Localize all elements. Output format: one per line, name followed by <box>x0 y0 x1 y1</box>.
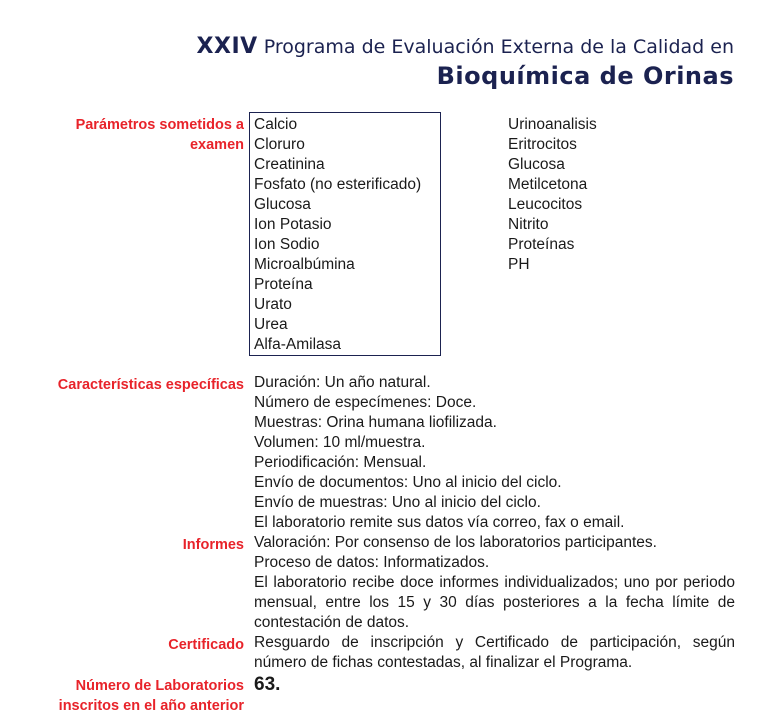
certificate-description: Resguardo de inscripción y Certificado de participación, según número de fichas contestadas, al finalizar el Programa. <box>254 634 735 671</box>
parameter-item: Microalbúmina <box>254 256 355 273</box>
parameter-item: Nitrito <box>508 216 549 233</box>
parameter-item: Fosfato (no esterificado) <box>254 176 422 193</box>
program-edition: XXIV <box>196 34 258 59</box>
label-numero-line1: Número de Laboratorios <box>75 678 244 694</box>
label-numero-line2: inscritos en el año anterior <box>58 698 244 714</box>
characteristic-item: Volumen: 10 ml/muestra. <box>254 434 426 451</box>
parameters-list-serum <box>254 115 421 355</box>
parameter-item: Eritrocitos <box>508 136 577 153</box>
parameter-item: PH <box>508 256 530 273</box>
characteristic-item: Envío de documentos: Uno al inicio del ciclo. <box>254 474 562 491</box>
characteristics-list <box>254 373 735 533</box>
parameter-item: Ion Potasio <box>254 216 332 233</box>
label-caracteristicas: Características específicas <box>57 377 244 393</box>
certificate-text <box>254 633 735 673</box>
parameter-item: Urato <box>254 296 292 313</box>
parameter-item: Ion Sodio <box>254 236 320 253</box>
program-title-text: Programa de Evaluación Externa de la Calidad en <box>263 36 734 58</box>
parameter-item: Creatinina <box>254 156 325 173</box>
reports-proceso: Proceso de datos: Informatizados. <box>254 554 490 571</box>
label-parametros <box>4 115 244 155</box>
parameter-item: Urinoanalisis <box>508 116 597 133</box>
parameter-item: Metilcetona <box>508 176 588 193</box>
characteristic-item: El laboratorio remite sus datos vía correo, fax o email. <box>254 514 625 531</box>
characteristic-item: Duración: Un año natural. <box>254 374 431 391</box>
lab-count-value: 63. <box>254 674 281 695</box>
label-informes: Informes <box>182 537 244 553</box>
label-certificado: Certificado <box>168 637 244 653</box>
characteristic-item: Muestras: Orina humana liofilizada. <box>254 414 497 431</box>
reports-valoracion: Valoración: Por consenso de los laboratorios participantes. <box>254 534 657 551</box>
parameter-item: Glucosa <box>508 156 565 173</box>
parameter-item: Cloruro <box>254 136 305 153</box>
parameter-item: Leucocitos <box>508 196 583 213</box>
parameter-item: Proteínas <box>508 236 575 253</box>
reports-detail: El laboratorio recibe doce informes individualizados; uno por periodo mensual, entre los 15 y 30 días posteriores a la fecha límite de contestación de datos. <box>254 574 735 631</box>
parameter-item: Urea <box>254 316 288 333</box>
program-title-line1 <box>197 34 734 59</box>
parameter-item: Calcio <box>254 116 298 133</box>
label-parametros-line2: examen <box>189 137 244 153</box>
parameter-item: Glucosa <box>254 196 311 213</box>
parameter-item: Alfa-Amilasa <box>254 336 341 353</box>
parameter-item: Proteína <box>254 276 313 293</box>
program-subject-title: Bioquímica de Orinas <box>436 62 734 90</box>
reports-list <box>254 533 735 633</box>
label-numero-laboratorios <box>4 676 244 716</box>
characteristic-item: Número de especímenes: Doce. <box>254 394 477 411</box>
characteristic-item: Envío de muestras: Uno al inicio del ciclo. <box>254 494 541 511</box>
characteristic-item: Periodificación: Mensual. <box>254 454 427 471</box>
label-parametros-line1: Parámetros sometidos a <box>75 117 244 133</box>
parameters-list-urine <box>508 115 597 275</box>
